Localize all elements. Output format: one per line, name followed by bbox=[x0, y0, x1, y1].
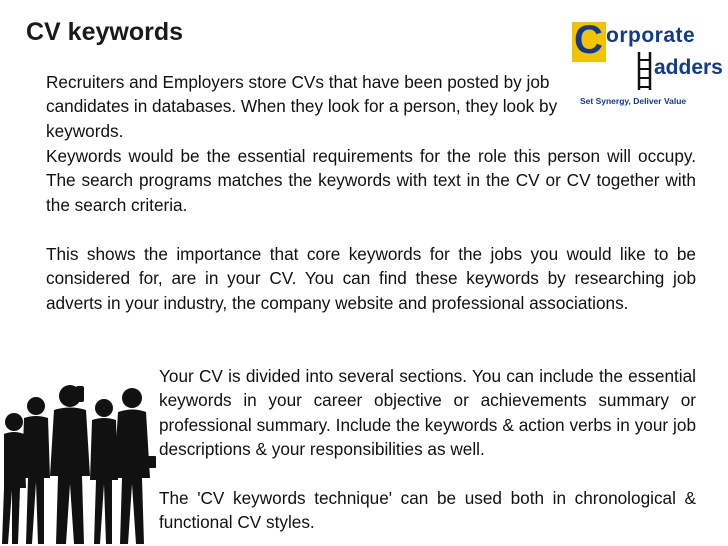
business-people-silhouettes-icon bbox=[0, 360, 160, 546]
paragraph-keywords-requirements: Keywords would be the essential requirements for the role this person will occupy. The search programs matches the keywords with text in the CV or CV together with the search criteria. bbox=[46, 146, 696, 215]
logo-word-2: adders bbox=[654, 56, 723, 79]
logo-tagline: Set Synergy, Deliver Value bbox=[580, 96, 687, 106]
logo-initial: C bbox=[574, 18, 603, 62]
paragraph-recruiters: Recruiters and Employers store CVs that have been posted by job candidates in databases. When they look for a person, they look by keywords. bbox=[46, 72, 558, 141]
paragraph-cv-technique: The 'CV keywords technique' can be used both in chronological & functional CV styles. bbox=[159, 488, 696, 533]
paragraph-cv-sections: Your CV is divided into several sections. You can include the essential keywords in your career objective or achievements summary or professional summary. Include the keywords & action verbs in your job descriptions & your responsibilities as well. bbox=[159, 366, 696, 460]
logo-word-1: orporate bbox=[606, 24, 696, 47]
ladder-icon bbox=[634, 50, 656, 92]
paragraph-importance: This shows the importance that core keywords for the jobs you would like to be considered for, are in your CV. You can find these keywords by researching job adverts in your industry, the company website and professional associations. bbox=[46, 244, 696, 313]
slide-title: CV keywords bbox=[26, 18, 184, 46]
